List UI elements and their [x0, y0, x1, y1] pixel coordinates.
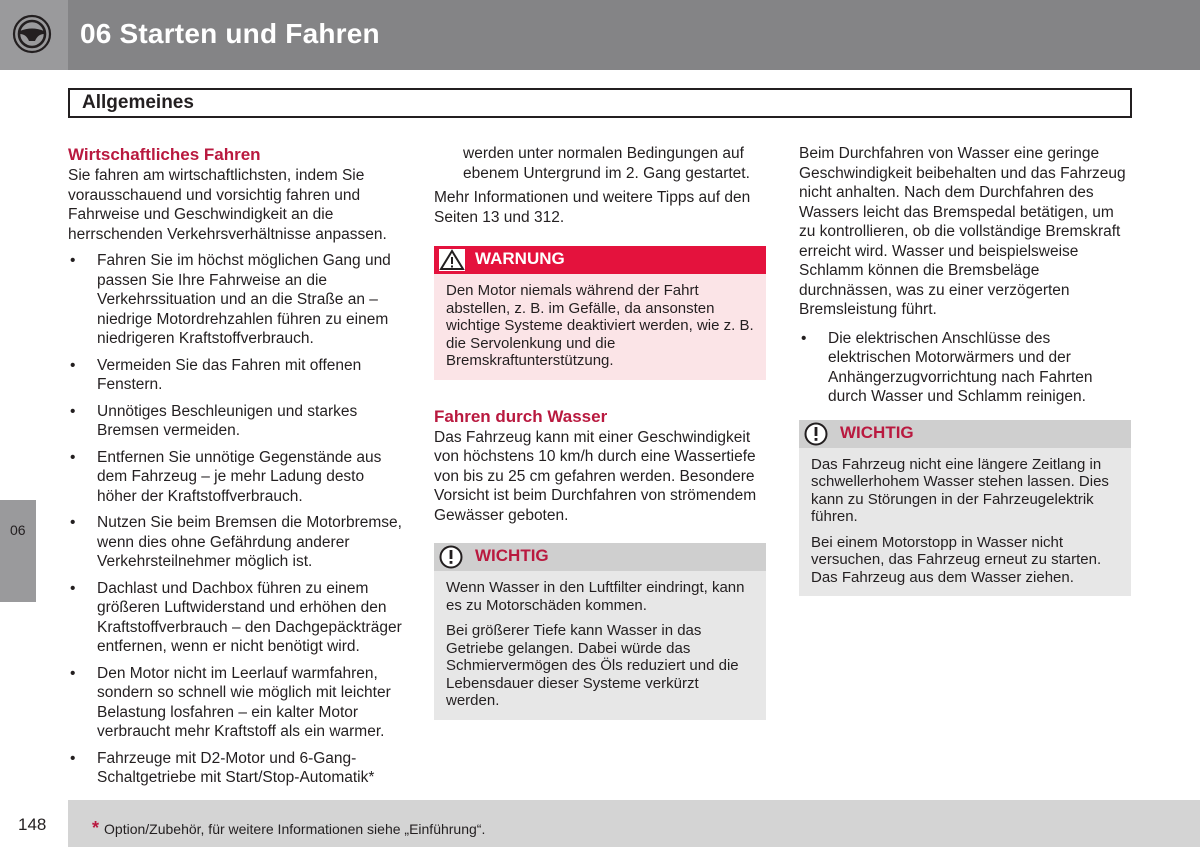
chapter-side-tab	[0, 500, 36, 602]
intro-paragraph: Sie fahren am wirtschaftlichsten, indem Sie vorausschauend und vorsichtig fahren und Fahrweise und Geschwindigkeit an die herrschenden Verkehrsverhältnisse anpassen.	[68, 167, 387, 243]
important-paragraph: Wenn Wasser in den Luftfilter eindringt, kann es zu Motorschäden kommen.	[446, 579, 745, 614]
important-box-right	[799, 420, 1131, 597]
page-number: 148	[18, 815, 47, 834]
water-paragraph: Das Fahrzeug kann mit einer Geschwindigkeit von höchstens 10 km/h durch eine Wassertiefe von bis zu 25 cm gefahren werden. Besondere Vorsicht ist beim Durchfahren von strömendem Gewässer geboten.	[434, 428, 757, 524]
warning-text: Den Motor niemals während der Fahrt abstellen, z. B. im Gefälle, da ansonsten wichtige Systeme deaktiviert werden, wie z. B. die Servolenkung und die Bremskraftunterstützung.	[434, 274, 766, 380]
important-paragraph: Das Fahrzeug nicht eine längere Zeitlang in schwellerhohem Wasser stehen lassen. Dies kann zu Störungen in der Fahrzeugelektrik führen.	[811, 455, 1109, 525]
column-middle	[434, 144, 766, 720]
list-item: • Die elektrischen Anschlüsse des elektrischen Motorwärmers und der Anhängerzugvorrichtung nach Fahrten durch Wasser und Schlamm reinigen.	[799, 329, 1131, 407]
list-item: • Den Motor nicht im Leerlauf warmfahren, sondern so schnell wie möglich mit leichter Belastung losfahren – ein kalter Motor verbraucht mehr Kraftstoff als ein warmer.	[68, 664, 404, 742]
column-left	[68, 144, 404, 795]
important-header	[799, 420, 1131, 448]
warning-triangle-icon	[439, 249, 465, 271]
section-title: Allgemeines	[82, 92, 194, 113]
header-icon-area	[0, 0, 68, 70]
important-paragraph: Bei einem Motorstopp in Wasser nicht versuchen, das Fahrzeug erneut zu starten. Das Fahrzeug aus dem Wasser ziehen.	[811, 533, 1102, 586]
important-body	[799, 448, 1131, 597]
more-info-paragraph: Mehr Informationen und weitere Tipps auf den Seiten 13 und 312.	[434, 189, 751, 226]
steering-wheel-icon	[12, 14, 52, 54]
heading-economical-driving: Wirtschaftliches Fahren	[68, 145, 261, 164]
warning-label: WARNUNG	[475, 249, 565, 268]
warning-header	[434, 246, 766, 274]
tips-list	[68, 251, 404, 788]
section-header	[68, 88, 1132, 118]
list-item: • Unnötiges Beschleunigen und starkes Bremsen vermeiden.	[68, 402, 404, 441]
important-body	[434, 571, 766, 720]
footer-bar	[68, 800, 1200, 847]
warning-box	[434, 246, 766, 380]
list-item: • Fahren Sie im höchst möglichen Gang und passen Sie Ihre Fahrweise an die Verkehrssituation und an die Straße an – niedrige Motordrehzahlen führen zu einem niedrigeren Kraftstoffverbrauch.	[68, 251, 404, 349]
important-box-middle	[434, 543, 766, 720]
chapter-title: 06 Starten und Fahren	[80, 18, 380, 49]
cleaning-list	[799, 329, 1131, 407]
list-item: • Nutzen Sie beim Bremsen die Motorbremse, wenn dies ohne Gefährdung anderer Verkehrsteilnehmer möglich ist.	[68, 513, 404, 572]
footnote-star: *	[92, 818, 100, 838]
list-item: • Dachlast und Dachbox führen zu einem größeren Luftwiderstand und erhöhen den Kraftstoffverbrauch – den Dachgepäckträger entfernen, wenn er nicht benötigt wird.	[68, 579, 404, 657]
column-right	[799, 144, 1131, 596]
water-brake-paragraph: Beim Durchfahren von Wasser eine geringe Geschwindigkeit beibehalten und das Fahrzeug nicht anhalten. Nach dem Durchfahren des Wassers leicht das Bremspedal betätigen, um zu kontrollieren, ob die vollständige Bremskraft erreicht wird. Wasser und beispielsweise Schlamm können die Bremsbeläge durchnässen, was zu einer verzögerten Bremsleistung führt.	[799, 145, 1126, 318]
exclamation-circle-icon	[804, 422, 828, 446]
important-label: WICHTIG	[840, 422, 914, 442]
list-item: • Entfernen Sie unnötige Gegenstände aus dem Fahrzeug – je mehr Ladung desto höher der Kraftstoffverbrauch.	[68, 448, 404, 507]
side-tab-label: 06	[10, 522, 26, 538]
important-header	[434, 543, 766, 571]
important-paragraph: Bei größerer Tiefe kann Wasser in das Getriebe gelangen. Dabei würde das Schmiervermögen des Öls reduziert und die Lebensdauer dieser Systeme verkürzt werden.	[446, 622, 739, 709]
heading-water-driving: Fahren durch Wasser	[434, 406, 608, 426]
continuation-paragraph: werden unter normalen Bedingungen auf ebenem Untergrund im 2. Gang gestartet.	[463, 145, 750, 182]
list-item: • Vermeiden Sie das Fahren mit offenen Fenstern.	[68, 356, 404, 395]
list-item: • Fahrzeuge mit D2-Motor und 6-Gang-Schaltgetriebe mit Start/Stop-Automatik*	[68, 749, 404, 788]
important-label: WICHTIG	[475, 546, 549, 565]
exclamation-circle-icon	[439, 545, 463, 569]
footer-note	[92, 818, 485, 839]
footnote-text: Option/Zubehör, für weitere Informationen siehe „Einführung“.	[104, 821, 486, 837]
